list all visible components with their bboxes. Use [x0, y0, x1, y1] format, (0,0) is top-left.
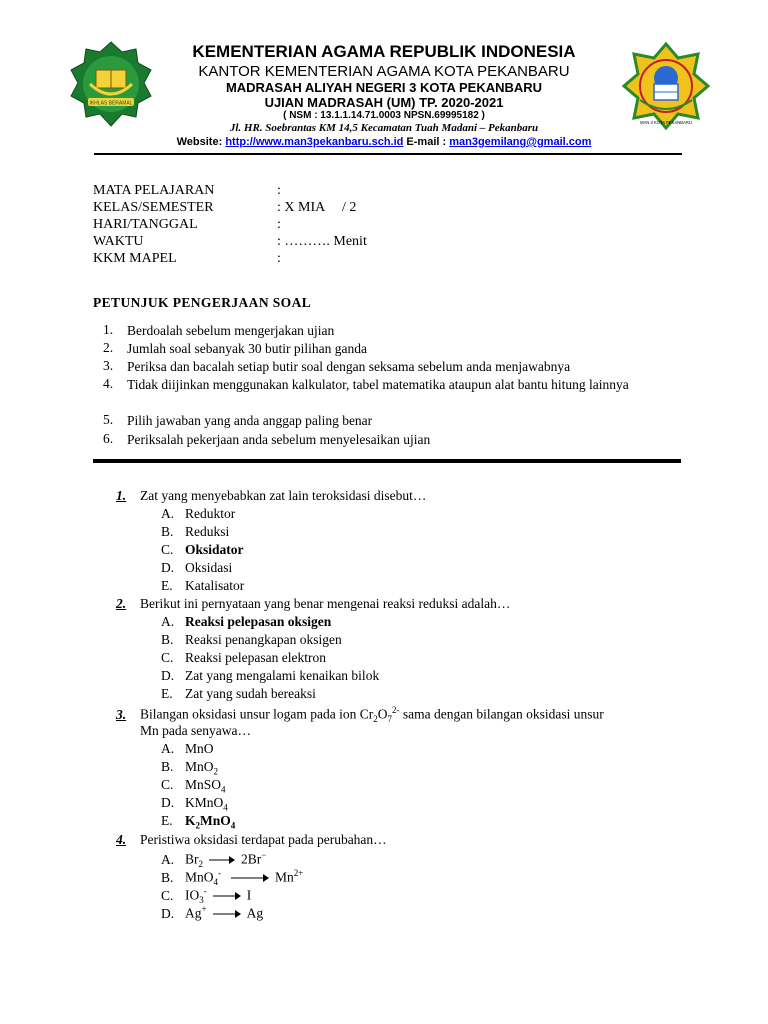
question-number: 1.	[116, 488, 127, 503]
option-text: MnO	[185, 741, 214, 756]
subscript: 4	[230, 820, 236, 831]
info-value: : X MIA / 2	[277, 200, 357, 215]
option-text: Oksidasi	[185, 560, 233, 575]
info-label: WAKTU	[93, 234, 144, 249]
option-text: I	[246, 887, 252, 903]
option-letter: C.	[161, 887, 174, 903]
superscript: 2+	[293, 868, 304, 878]
option[interactable]	[161, 904, 263, 922]
option-text: MnSO	[185, 777, 222, 792]
option-letter: D.	[161, 905, 175, 921]
superscript: -	[218, 868, 222, 878]
option-letter: E.	[161, 813, 173, 828]
school-title: MADRASAH ALIYAH NEGERI 3 KOTA PEKANBARU	[225, 80, 543, 95]
info-label: HARI/TANGGAL	[93, 217, 198, 232]
arrow-right-icon	[231, 874, 269, 882]
info-value: :	[277, 251, 281, 266]
option-letter: E.	[161, 686, 173, 701]
subscript: 2	[213, 766, 219, 777]
option-text: 2Br	[241, 851, 262, 867]
option-letter: E.	[161, 578, 173, 593]
school-address: Jl. HR. Soebrantas KM 14,5 Kecamatan Tuah Madani – Pekanbaru	[229, 122, 539, 134]
info-label: MATA PELAJARAN	[93, 183, 215, 198]
option-letter: D.	[161, 795, 175, 810]
arrow-right-icon	[209, 856, 235, 864]
man3-logo-text: MAN 3 KOTA PEKANBARU	[640, 120, 692, 125]
question-3	[116, 705, 604, 724]
arrow-right-icon	[213, 910, 241, 918]
option-letter: C.	[161, 777, 174, 792]
subscript: 4	[213, 877, 219, 888]
info-value: :	[277, 217, 281, 232]
option-letter: A.	[161, 741, 175, 756]
question-number: 3.	[116, 706, 127, 722]
info-value: :	[277, 183, 281, 198]
school-ids: ( NSM : 13.1.1.14.71.0003 NPSN.69995182 )	[283, 110, 485, 121]
option[interactable]	[161, 578, 244, 594]
subscript: 4	[221, 784, 226, 795]
option[interactable]	[161, 868, 303, 887]
question-text: Zat yang menyebabkan zat lain teroksidasi disebut…	[140, 488, 427, 503]
option-letter: C.	[161, 650, 174, 665]
option[interactable]	[161, 886, 251, 905]
question-1	[116, 488, 426, 504]
instruction-text: Periksalah pekerjaan anda sebelum menyelesaikan ujian	[127, 432, 431, 447]
option-letter: B.	[161, 759, 174, 774]
option-text: K	[185, 813, 196, 828]
option[interactable]	[161, 777, 226, 795]
option[interactable]	[161, 686, 316, 702]
subscript: 2	[195, 820, 201, 831]
option-letter: C.	[161, 542, 174, 557]
option-letter: D.	[161, 668, 175, 683]
instruction-text: Jumlah soal sebanyak 30 butir pilihan ganda	[127, 341, 367, 356]
instruction-num: 4.	[103, 376, 114, 391]
question-text: sama dengan bilangan oksidasi unsur	[399, 706, 604, 722]
instruction-num: 2.	[103, 340, 114, 355]
option-text: Ag	[246, 905, 264, 921]
info-value: : ………. Menit	[277, 234, 367, 249]
option-text: Zat yang mengalami kenaikan bilok	[185, 668, 380, 683]
website-label: Website:	[176, 136, 226, 148]
option[interactable]	[161, 506, 235, 522]
option-letter: B.	[161, 632, 174, 647]
option-letter: A.	[161, 851, 175, 867]
info-label: KKM MAPEL	[93, 251, 177, 266]
question-2	[116, 596, 510, 612]
option-text: KMnO	[185, 795, 224, 810]
option-text: MnO	[200, 813, 231, 828]
instruction-text: Tidak diijinkan menggunakan kalkulator, tabel matematika ataupun alat bantu hitung lainnya	[127, 377, 629, 392]
option[interactable]	[161, 650, 326, 666]
instruction-num: 1.	[103, 322, 114, 337]
option-text: Reduksi	[185, 524, 230, 539]
website-link[interactable]: http://www.man3pekanbaru.sch.id	[225, 136, 404, 148]
superscript: +	[201, 904, 207, 914]
option[interactable]	[161, 632, 342, 648]
option-text: MnO	[185, 759, 214, 774]
subscript: 3	[199, 895, 204, 906]
option-letter: A.	[161, 506, 175, 521]
option-letter: B.	[161, 524, 174, 539]
option-text: Zat yang sudah bereaksi	[185, 686, 316, 701]
option-text: Br	[185, 851, 199, 867]
option[interactable]	[161, 850, 266, 869]
instruction-text: Pilih jawaban yang anda anggap paling benar	[127, 413, 373, 428]
option[interactable]	[161, 524, 229, 540]
option-text: IO	[185, 887, 200, 903]
option-text: Oksidator	[185, 542, 244, 557]
subscript: 4	[223, 802, 228, 813]
option[interactable]	[161, 813, 235, 831]
office-title: KANTOR KEMENTERIAN AGAMA KOTA PEKANBARU	[198, 63, 570, 80]
question-number: 2.	[116, 596, 127, 611]
question-text: Berikut ini pernyataan yang benar mengenai reaksi reduksi adalah…	[140, 596, 511, 611]
kemenag-logo-text: IKHLAS BERAMAL	[89, 100, 133, 107]
instruction-text: Berdoalah sebelum mengerjakan ujian	[127, 323, 335, 338]
option[interactable]	[161, 542, 244, 558]
instruction-text: Periksa dan bacalah setiap butir soal dengan seksama sebelum anda menjawabnya	[127, 359, 571, 374]
option-letter: D.	[161, 560, 175, 575]
option-letter: B.	[161, 869, 174, 885]
option-text: Reaksi penangkapan oksigen	[185, 632, 342, 647]
question-text: Peristiwa oksidasi terdapat pada perubahan…	[140, 832, 387, 847]
section-divider	[93, 459, 681, 463]
question-4	[116, 832, 387, 848]
superscript: −	[261, 850, 267, 860]
option-text: Reaksi pelepasan oksigen	[185, 614, 332, 629]
instruction-num: 3.	[103, 358, 114, 373]
question-text: Bilangan oksidasi unsur logam pada ion Cr	[140, 706, 374, 722]
option[interactable]	[161, 668, 379, 684]
exam-title: UJIAN MADRASAH (UM) TP. 2020-2021	[264, 95, 504, 110]
header-divider	[94, 153, 682, 155]
contact-line	[0, 136, 768, 148]
option[interactable]	[161, 741, 214, 757]
option[interactable]	[161, 614, 331, 630]
option[interactable]	[161, 560, 232, 576]
subscript: 2	[373, 714, 378, 725]
option[interactable]	[161, 795, 228, 813]
info-label: KELAS/SEMESTER	[93, 200, 214, 215]
instructions-title: PETUNJUK PENGERJAAN SOAL	[93, 295, 312, 310]
option-text: Mn	[275, 869, 294, 885]
option[interactable]	[161, 759, 218, 777]
option-text: Katalisator	[185, 578, 245, 593]
ministry-title: KEMENTERIAN AGAMA REPUBLIK INDONESIA	[192, 42, 576, 61]
question-3-cont: Mn pada senyawa…	[140, 723, 251, 738]
email-label: E-mail :	[403, 136, 450, 148]
option-text: Ag	[185, 905, 202, 921]
subscript: 2	[198, 859, 203, 870]
arrow-right-icon	[213, 892, 241, 900]
option-letter: A.	[161, 614, 175, 629]
question-text: O	[377, 706, 388, 722]
option-text: MnO	[185, 869, 214, 885]
option-text: Reduktor	[185, 506, 236, 521]
instruction-num: 5.	[103, 412, 114, 427]
instruction-num: 6.	[103, 431, 114, 446]
subscript: 7	[387, 714, 392, 725]
email-link[interactable]: man3gemilang@gmail.com	[449, 136, 592, 148]
question-number: 4.	[116, 832, 127, 847]
option-text: Reaksi pelepasan elektron	[185, 650, 326, 665]
superscript: -	[203, 886, 207, 896]
superscript: 2-	[391, 705, 400, 715]
